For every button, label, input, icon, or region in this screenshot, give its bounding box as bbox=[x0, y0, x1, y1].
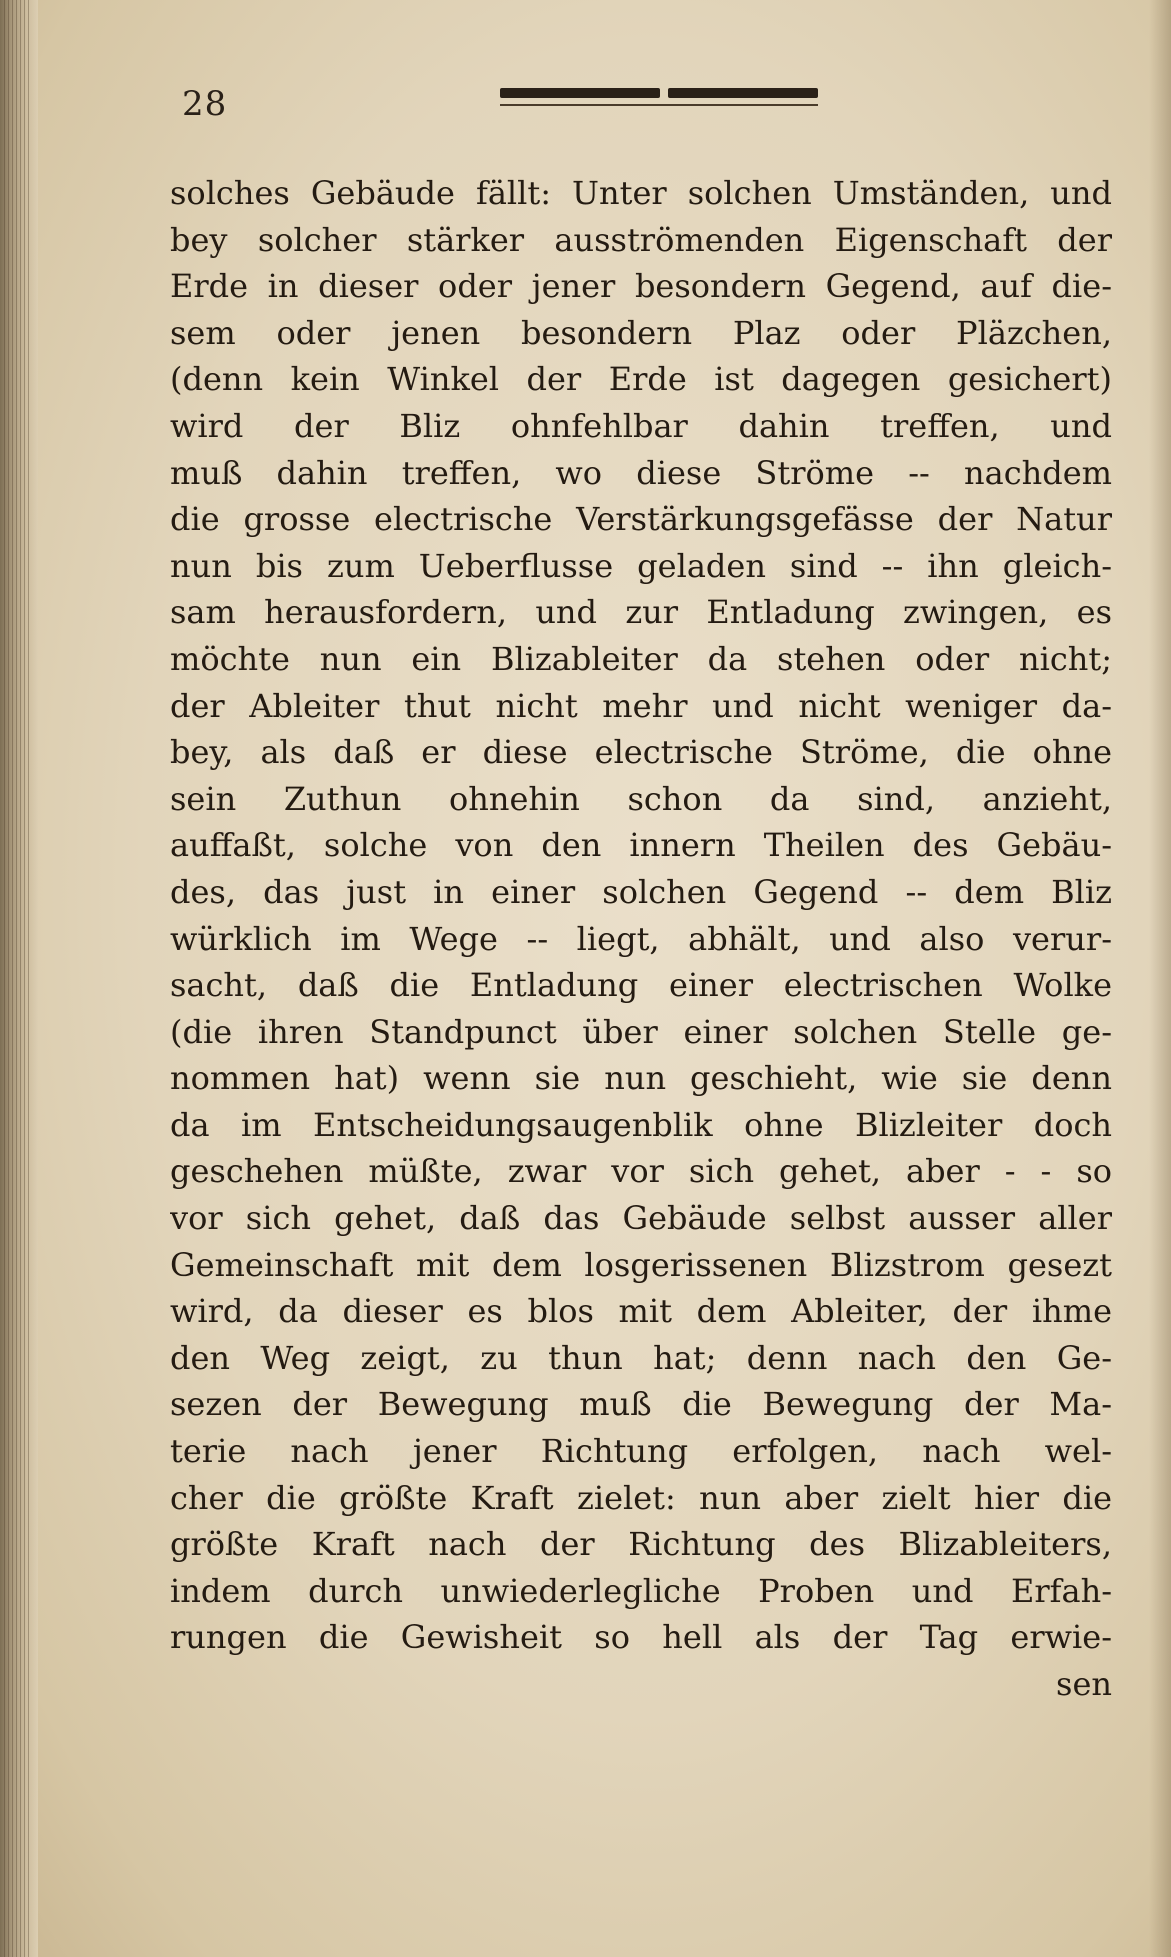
text-line: cher die größte Kraft zielet: nun aber zielt hier die bbox=[170, 1478, 1112, 1517]
catchword: sen bbox=[1056, 1665, 1112, 1703]
text-line: nommen hat) wenn sie nun geschieht, wie sie denn bbox=[170, 1059, 1112, 1098]
text-line: sacht, daß die Entladung einer electrischen Wolke bbox=[170, 966, 1112, 1005]
text-line: solches Gebäude fällt: Unter solchen Umständen, und bbox=[170, 174, 1112, 212]
text-line: geschehen müßte, zwar vor sich gehet, aber - - so bbox=[170, 1152, 1112, 1191]
text-line: wird, da dieser es blos mit dem Ableiter, der ihme bbox=[170, 1292, 1112, 1331]
text-line: sam herausfordern, und zur Entladung zwingen, es bbox=[170, 593, 1112, 632]
page-edge-shadow bbox=[1149, 0, 1171, 1957]
text-line: bey, als daß er diese electrische Ströme, die ohne bbox=[170, 733, 1112, 772]
text-line: Gemeinschaft mit dem losgerissenen Blizstrom gesezt bbox=[170, 1245, 1112, 1284]
text-line: die grosse electrische Verstärkungsgefässe der Natur bbox=[170, 500, 1112, 539]
text-line: Erde in dieser oder jener besondern Gegend, auf die- bbox=[170, 267, 1112, 306]
text-line: indem durch unwiederlegliche Proben und Erfah- bbox=[170, 1571, 1112, 1610]
text-line: der Ableiter thut nicht mehr und nicht weniger da- bbox=[170, 686, 1112, 725]
text-line: größte Kraft nach der Richtung des Blizableiters, bbox=[170, 1525, 1112, 1564]
text-line: bey solcher stärker ausströmenden Eigenschaft der bbox=[170, 220, 1112, 259]
page-edges bbox=[4, 0, 30, 1957]
page-number: 28 bbox=[182, 84, 228, 124]
text-line: würklich im Wege -- liegt, abhält, und also verur- bbox=[170, 919, 1112, 958]
text-line: nun bis zum Ueberflusse geladen sind -- ihn gleich- bbox=[170, 546, 1112, 585]
text-line: rungen die Gewisheit so hell als der Tag erwie- bbox=[170, 1618, 1112, 1657]
text-line: sein Zuthun ohnehin schon da sind, anzieht, bbox=[170, 779, 1112, 818]
text-line: (denn kein Winkel der Erde ist dagegen gesichert) bbox=[170, 360, 1112, 399]
header-rule-underline bbox=[500, 104, 818, 106]
text-line: den Weg zeigt, zu thun hat; denn nach den Ge- bbox=[170, 1338, 1112, 1377]
text-line: (die ihren Standpunct über einer solchen Stelle ge- bbox=[170, 1012, 1112, 1051]
text-line: sem oder jenen besondern Plaz oder Pläzchen, bbox=[170, 313, 1112, 352]
text-line: da im Entscheidungsaugenblik ohne Blizleiter doch bbox=[170, 1105, 1112, 1144]
header-rule-right bbox=[668, 88, 818, 98]
text-line: sezen der Bewegung muß die Bewegung der Ma- bbox=[170, 1385, 1112, 1424]
header-rule-left bbox=[500, 88, 660, 98]
text-line: auffaßt, solche von den innern Theilen des Gebäu- bbox=[170, 826, 1112, 865]
body-text bbox=[170, 170, 1112, 1708]
text-line: des, das just in einer solchen Gegend -- dem Bliz bbox=[170, 872, 1112, 911]
text-line: möchte nun ein Blizableiter da stehen oder nicht; bbox=[170, 639, 1112, 678]
text-line: wird der Bliz ohnfehlbar dahin treffen, und bbox=[170, 406, 1112, 445]
text-line: terie nach jener Richtung erfolgen, nach wel- bbox=[170, 1432, 1112, 1471]
text-line: vor sich gehet, daß das Gebäude selbst ausser aller bbox=[170, 1199, 1112, 1238]
text-line: muß dahin treffen, wo diese Ströme -- nachdem bbox=[170, 453, 1112, 492]
